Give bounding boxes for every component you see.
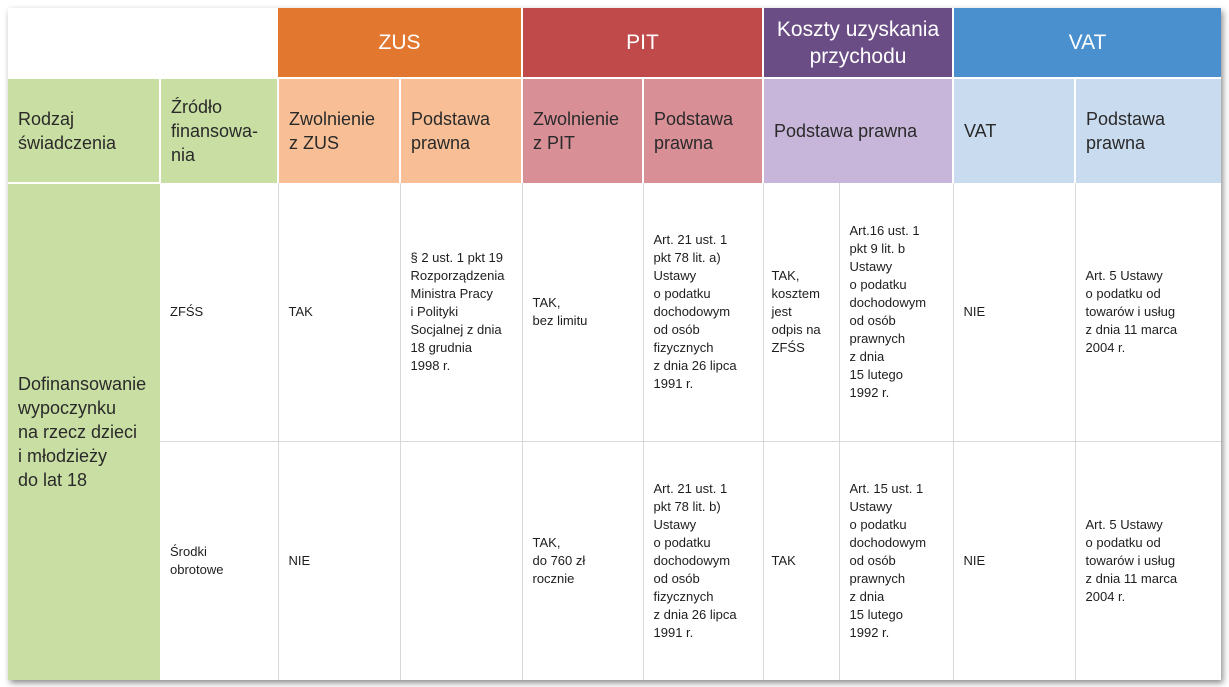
row-kup-podstawa: Art. 15 ust. 1 Ustawy o podatku dochodowym od osób prawnych z dnia 15 lutego 1992 r. [839, 441, 953, 680]
header-zwolnienie-zus: Zwolnienie z ZUS [278, 78, 400, 183]
row-vat-podstawa: Art. 5 Ustawy o podatku od towarów i usług z dnia 11 marca 2004 r. [1085, 516, 1178, 604]
header-vat: VAT [953, 78, 1075, 183]
benefits-table-sheet [8, 8, 1221, 680]
corner-blank [8, 8, 278, 78]
row-pit-podstawa: Art. 21 ust. 1 pkt 78 lit. a) Ustawy o podatku dochodowym od osób fizycznych z dnia 26 lipca 1991 r. [643, 183, 763, 441]
row-vat: NIE [953, 183, 1075, 441]
row-pit-zwolnienie: TAK, do 760 zł rocznie [522, 441, 643, 680]
header-zwolnienie-pit: Zwolnienie z PIT [522, 78, 643, 183]
group-zus: ZUS [278, 8, 522, 78]
row-zus-zwolnienie: NIE [278, 441, 400, 680]
row-zus-zwolnienie: TAK [278, 183, 400, 441]
header-zrodlo-finansowania: Źródło finansowa- nia [160, 78, 278, 183]
row-pit-zwolnienie: TAK, bez limitu [522, 183, 643, 441]
row-zus-podstawa: § 2 ust. 1 pkt 19 Rozporządzenia Ministra Pracy i Polityki Socjalnej z dnia 18 grudnia 1998 r. [400, 183, 522, 441]
header-pit-podstawa-prawna: Podstawa prawna [643, 78, 763, 183]
header-vat-podstawa-prawna: Podstawa prawna [1075, 78, 1221, 183]
header-kup-podstawa-prawna: Podstawa prawna [763, 78, 953, 183]
row-vat-podstawa: Art. 5 Ustawy o podatku od towarów i usług z dnia 11 marca 2004 r. [1075, 183, 1221, 441]
group-koszty-uzyskania: Koszty uzyskania przychodu [763, 8, 953, 78]
row-kup-value: TAK, kosztem jest odpis na ZFŚS [763, 183, 839, 441]
group-pit: PIT [522, 8, 763, 78]
group-header-row [8, 8, 1221, 78]
header-rodzaj-swiadczenia: Rodzaj świadczenia [8, 78, 160, 183]
group-vat: VAT [953, 8, 1221, 78]
row-zrodlo: Środki obrotowe [160, 441, 278, 680]
row-pit-podstawa: Art. 21 ust. 1 pkt 78 lit. b) Ustawy o podatku dochodowym od osób fizycznych z dnia 26 lipca 1991 r. [643, 441, 763, 680]
benefit-name: Dofinansowanie wypoczynku na rzecz dzieci i młodzieży do lat 18 [8, 183, 160, 680]
benefits-table [8, 8, 1221, 680]
row-vat: NIE [953, 441, 1075, 680]
row-kup-podstawa: Art.16 ust. 1 pkt 9 lit. b Ustawy o podatku dochodowym od osób prawnych z dnia 15 lutego 1992 r. [839, 183, 953, 441]
row-zus-podstawa [400, 441, 522, 680]
header-zus-podstawa-prawna: Podstawa prawna [400, 78, 522, 183]
row-kup-value: TAK [763, 441, 839, 680]
table-row-zfss [8, 183, 1221, 441]
column-header-row [8, 78, 1221, 183]
row-zrodlo: ZFŚS [160, 183, 278, 441]
table-row-srodki-obrotowe [8, 441, 1221, 680]
